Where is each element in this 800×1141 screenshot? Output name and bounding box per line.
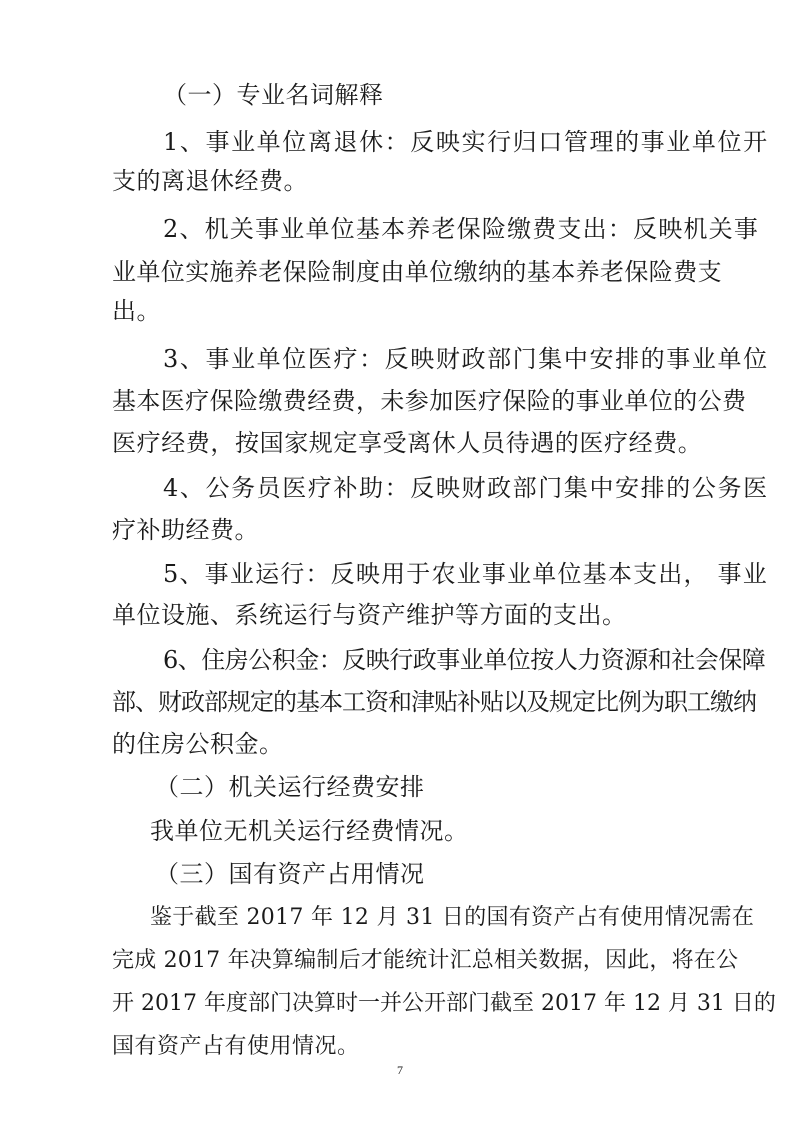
term-6-line-1: 6、住房公积金：反映行政事业单位按人力资源和社会保障 [163, 646, 766, 674]
state-assets-line-3: 开 2017 年度部门决算时一并公开部门截至 2017 年 12 月 31 日的 [112, 991, 776, 1016]
term-3-line-1: 3、事业单位医疗：反映财政部门集中安排的事业单位 [163, 345, 769, 373]
term-5-line-1: 5、事业运行：反映用于农业事业单位基本支出， 事业 [163, 560, 768, 588]
term-3-line-2: 基本医疗保险缴费经费，未参加医疗保险的事业单位的公费 [112, 387, 747, 415]
section-heading-state-assets: （三）国有资产占用情况 [155, 860, 425, 888]
term-4-line-2: 疗补助经费。 [112, 516, 259, 544]
term-2-line-3: 出。 [112, 297, 161, 325]
term-2-line-1: 2、机关事业单位基本养老保险缴费支出：反映机关事 [163, 215, 760, 243]
section-heading-terms: （一）专业名词解释 [163, 81, 384, 109]
page-number: 7 [397, 1063, 403, 1077]
state-assets-line-1: 鉴于截至 2017 年 12 月 31 日的国有资产占有使用情况需在 [150, 905, 755, 930]
term-1-line-1: 1、事业单位离退休：反映实行归口管理的事业单位开 [163, 128, 769, 156]
section-heading-operating-funds: （二）机关运行经费安排 [155, 773, 425, 801]
term-6-line-2: 部、财政部规定的基本工资和津贴补贴以及规定比例为职工缴纳 [112, 688, 756, 716]
state-assets-line-4: 国有资产占有使用情况。 [112, 1034, 360, 1059]
term-2-line-2: 业单位实施养老保险制度由单位缴纳的基本养老保险费支 [112, 258, 722, 286]
term-6-line-3: 的住房公积金。 [112, 730, 284, 758]
operating-funds-paragraph: 我单位无机关运行经费情况。 [150, 817, 469, 845]
term-1-line-2: 支的离退休经费。 [112, 167, 308, 195]
term-3-line-3: 医疗经费，按国家规定享受离休人员待遇的医疗经费。 [112, 429, 703, 457]
state-assets-line-2: 完成 2017 年决算编制后才能统计汇总相关数据，因此，将在公 [112, 948, 739, 973]
term-5-line-2: 单位设施、系统运行与资产维护等方面的支出。 [112, 601, 627, 629]
term-4-line-1: 4、公务员医疗补助：反映财政部门集中安排的公务医 [163, 474, 769, 502]
